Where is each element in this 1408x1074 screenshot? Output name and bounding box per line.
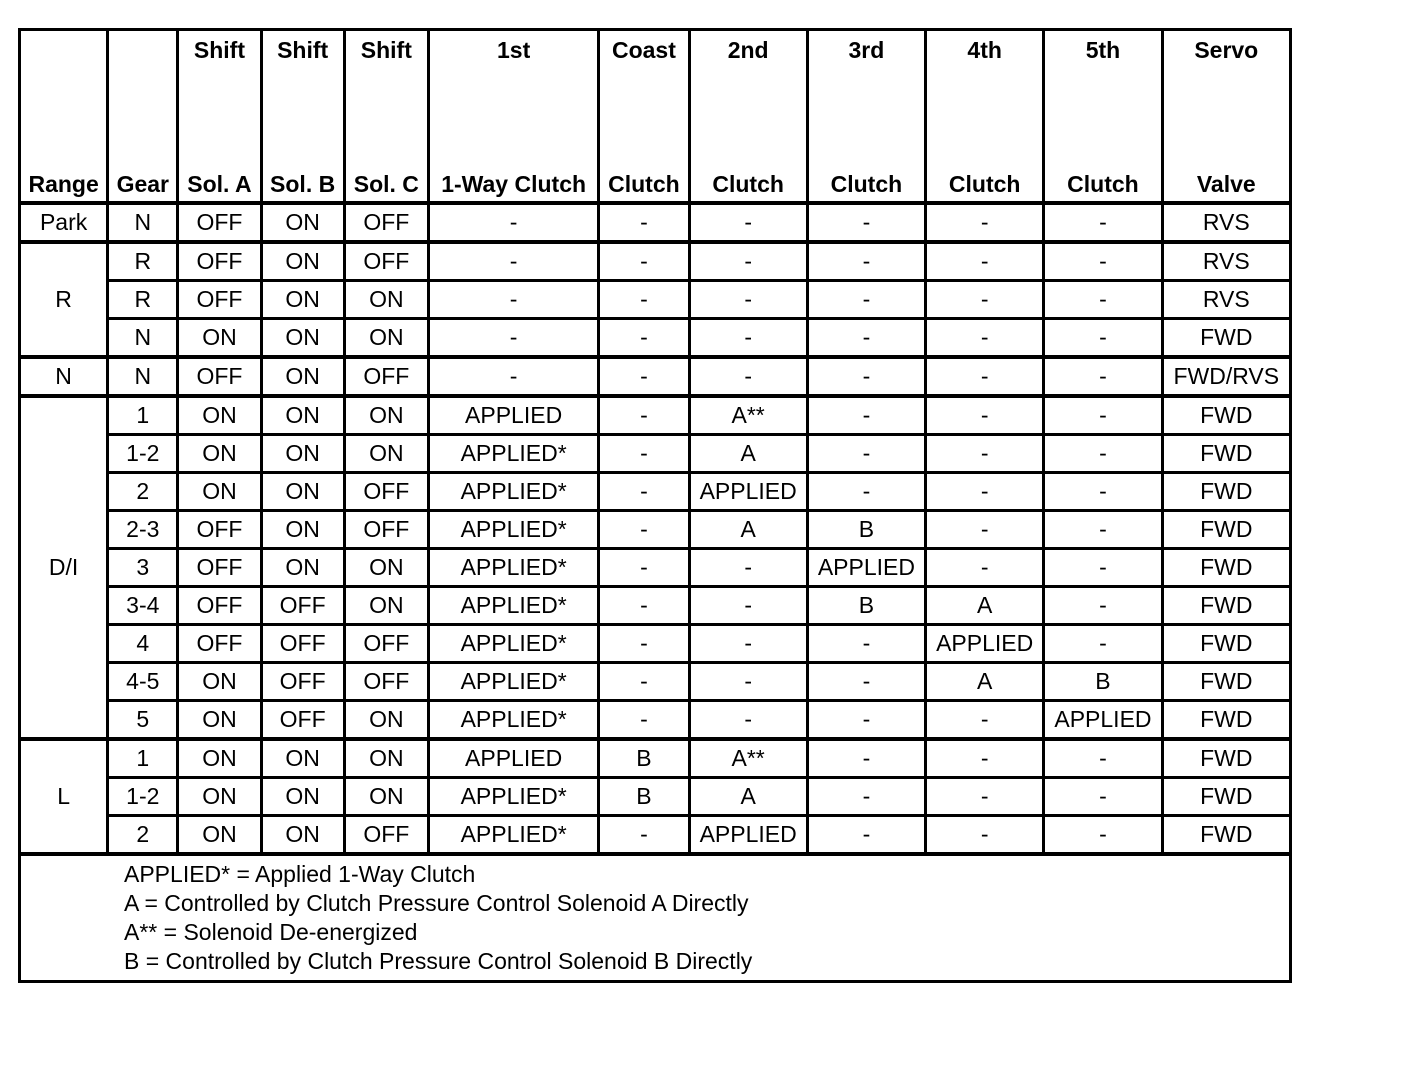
table-cell: - — [689, 587, 807, 625]
table-cell: FWD — [1162, 435, 1290, 473]
table-cell: OFF — [344, 203, 428, 242]
table-cell: - — [807, 203, 925, 242]
table-cell: - — [926, 473, 1044, 511]
table-cell: - — [599, 281, 689, 319]
column-header — [807, 30, 925, 204]
table-cell: FWD — [1162, 778, 1290, 816]
table-row — [20, 587, 1291, 625]
table-cell: ON — [261, 281, 344, 319]
table-cell: ON — [178, 663, 261, 701]
table-cell: - — [689, 281, 807, 319]
table-cell: APPLIED* — [428, 778, 598, 816]
table-cell: - — [807, 281, 925, 319]
table-cell: - — [926, 701, 1044, 740]
table-cell: OFF — [178, 625, 261, 663]
table-row — [20, 319, 1291, 358]
table-cell: ON — [178, 701, 261, 740]
table-cell: OFF — [178, 357, 261, 396]
column-header — [1044, 30, 1162, 204]
table-cell: 2 — [108, 816, 178, 855]
table-cell: FWD — [1162, 625, 1290, 663]
table-cell: FWD — [1162, 319, 1290, 358]
table-cell: 5 — [108, 701, 178, 740]
table-cell: OFF — [344, 473, 428, 511]
table-cell: FWD — [1162, 549, 1290, 587]
table-cell: - — [926, 319, 1044, 358]
table-cell: - — [1044, 587, 1162, 625]
table-cell: B — [599, 778, 689, 816]
table-cell: ON — [261, 549, 344, 587]
column-header-bottom: Valve — [1196, 171, 1256, 197]
table-cell: - — [926, 511, 1044, 549]
table-cell: - — [428, 281, 598, 319]
table-cell: APPLIED* — [428, 549, 598, 587]
table-cell: 1-2 — [108, 435, 178, 473]
table-row — [20, 281, 1291, 319]
table-cell: - — [1044, 511, 1162, 549]
table-cell: - — [1044, 816, 1162, 855]
table-cell: FWD — [1162, 587, 1290, 625]
table-cell: - — [689, 357, 807, 396]
column-header — [599, 30, 689, 204]
table-cell: FWD — [1162, 511, 1290, 549]
table-cell: OFF — [344, 625, 428, 663]
table-cell: APPLIED* — [428, 435, 598, 473]
table-cell: - — [1044, 242, 1162, 281]
table-cell: - — [1044, 739, 1162, 778]
table-cell: APPLIED* — [428, 663, 598, 701]
range-cell: L — [20, 739, 108, 854]
table-cell: - — [926, 357, 1044, 396]
legend-note: A** = Solenoid De-energized — [124, 919, 418, 945]
header-row — [20, 30, 1291, 204]
table-row — [20, 701, 1291, 740]
table-cell: ON — [344, 319, 428, 358]
table-cell: - — [689, 701, 807, 740]
table-body — [20, 203, 1291, 982]
table-cell: - — [926, 396, 1044, 435]
table-cell: - — [1044, 396, 1162, 435]
table-cell: - — [807, 816, 925, 855]
column-header-bottom: Sol. B — [270, 171, 336, 197]
table-cell: OFF — [178, 242, 261, 281]
column-header-bottom: Clutch — [608, 171, 680, 197]
table-cell: APPLIED* — [428, 473, 598, 511]
table-cell: - — [599, 587, 689, 625]
table-row — [20, 816, 1291, 855]
table-cell: APPLIED* — [428, 587, 598, 625]
table-cell: ON — [178, 435, 261, 473]
table-cell: - — [1044, 778, 1162, 816]
table-cell: - — [1044, 473, 1162, 511]
table-cell: 1 — [108, 739, 178, 778]
table-cell: - — [1044, 281, 1162, 319]
table-cell: OFF — [261, 701, 344, 740]
table-cell: - — [599, 396, 689, 435]
column-header-bottom: Clutch — [1067, 171, 1139, 197]
table-cell: - — [807, 739, 925, 778]
column-header-top: 3rd — [848, 37, 885, 63]
table-cell: - — [599, 357, 689, 396]
table-cell: APPLIED — [807, 549, 925, 587]
table-cell: 1-2 — [108, 778, 178, 816]
column-header-top: Shift — [360, 37, 412, 63]
table-cell: - — [807, 242, 925, 281]
table-cell: FWD — [1162, 396, 1290, 435]
table-cell: - — [599, 242, 689, 281]
table-cell: RVS — [1162, 281, 1290, 319]
table-cell: A** — [689, 739, 807, 778]
table-cell: ON — [344, 396, 428, 435]
table-cell: 4 — [108, 625, 178, 663]
table-cell: - — [599, 203, 689, 242]
table-row — [20, 511, 1291, 549]
table-cell: - — [599, 473, 689, 511]
table-cell: 3-4 — [108, 587, 178, 625]
solenoid-table — [18, 28, 1292, 983]
range-cell: N — [20, 357, 108, 396]
table-cell: - — [689, 549, 807, 587]
table-cell: APPLIED — [689, 816, 807, 855]
table-cell: ON — [261, 357, 344, 396]
table-cell: - — [807, 319, 925, 358]
table-cell: OFF — [178, 281, 261, 319]
table-row — [20, 435, 1291, 473]
table-cell: 4-5 — [108, 663, 178, 701]
table-cell: ON — [344, 739, 428, 778]
table-cell: N — [108, 357, 178, 396]
column-header-top: 4th — [967, 37, 1002, 63]
table-cell: ON — [178, 816, 261, 855]
table-row — [20, 396, 1291, 435]
table-cell: A — [926, 663, 1044, 701]
table-cell: ON — [344, 587, 428, 625]
table-cell: ON — [261, 473, 344, 511]
table-cell: ON — [178, 739, 261, 778]
table-row — [20, 473, 1291, 511]
table-cell: - — [807, 473, 925, 511]
table-cell: RVS — [1162, 203, 1290, 242]
table-cell: - — [428, 357, 598, 396]
table-cell: - — [926, 203, 1044, 242]
table-cell: - — [807, 778, 925, 816]
table-row — [20, 549, 1291, 587]
range-cell: Park — [20, 203, 108, 242]
table-cell: ON — [178, 778, 261, 816]
table-cell: - — [599, 663, 689, 701]
table-cell: ON — [261, 242, 344, 281]
legend-note: APPLIED* = Applied 1-Way Clutch — [124, 861, 476, 887]
table-cell: B — [807, 587, 925, 625]
table-cell: B — [599, 739, 689, 778]
column-header — [344, 30, 428, 204]
table-cell: FWD/RVS — [1162, 357, 1290, 396]
table-cell: - — [1044, 625, 1162, 663]
table-cell: OFF — [344, 663, 428, 701]
table-cell: - — [807, 396, 925, 435]
table-cell: - — [1044, 203, 1162, 242]
table-cell: ON — [261, 816, 344, 855]
column-header-bottom: Gear — [116, 171, 169, 197]
table-cell: OFF — [178, 549, 261, 587]
table-cell: - — [599, 511, 689, 549]
table-row — [20, 242, 1291, 281]
table-cell: ON — [178, 473, 261, 511]
column-header-bottom: Clutch — [712, 171, 784, 197]
table-cell: - — [599, 816, 689, 855]
table-cell: - — [428, 203, 598, 242]
column-header — [178, 30, 261, 204]
table-cell: - — [689, 242, 807, 281]
table-cell: APPLIED — [428, 739, 598, 778]
table-cell: - — [599, 625, 689, 663]
table-cell: - — [807, 357, 925, 396]
table-cell: - — [428, 242, 598, 281]
table-cell: - — [926, 435, 1044, 473]
table-cell: - — [689, 203, 807, 242]
table-cell: - — [807, 435, 925, 473]
table-cell: ON — [261, 319, 344, 358]
table-cell: - — [689, 663, 807, 701]
table-cell: APPLIED — [689, 473, 807, 511]
column-header-top: Servo — [1194, 37, 1259, 63]
column-header — [20, 30, 108, 204]
table-cell: - — [428, 319, 598, 358]
column-header — [1162, 30, 1290, 204]
column-header-bottom: Sol. A — [187, 171, 252, 197]
column-header-bottom: Clutch — [830, 171, 903, 197]
table-cell: ON — [261, 511, 344, 549]
column-header-bottom: 1-Way Clutch — [441, 171, 587, 197]
range-cell: D/I — [20, 396, 108, 739]
table-cell: - — [599, 435, 689, 473]
table-cell: - — [926, 739, 1044, 778]
table-cell: A — [926, 587, 1044, 625]
table-cell: B — [807, 511, 925, 549]
table-cell: OFF — [261, 625, 344, 663]
table-cell: ON — [261, 203, 344, 242]
table-cell: ON — [178, 396, 261, 435]
column-header-top: 5th — [1085, 37, 1121, 63]
table-cell: OFF — [178, 511, 261, 549]
table-cell: APPLIED* — [428, 816, 598, 855]
legend-note: A = Controlled by Clutch Pressure Control Solenoid A Directly — [124, 890, 749, 916]
range-cell: R — [20, 242, 108, 357]
table-cell: OFF — [261, 587, 344, 625]
table-cell: FWD — [1162, 473, 1290, 511]
table-cell: 2 — [108, 473, 178, 511]
table-cell: FWD — [1162, 816, 1290, 855]
notes-row — [20, 854, 1291, 982]
table-cell: APPLIED — [428, 396, 598, 435]
table-cell: 3 — [108, 549, 178, 587]
table-cell: OFF — [261, 663, 344, 701]
column-header-top: Shift — [277, 37, 329, 63]
column-header — [926, 30, 1044, 204]
table-cell: - — [1044, 435, 1162, 473]
table-row — [20, 357, 1291, 396]
column-header-bottom: Sol. C — [353, 171, 419, 197]
table-cell: ON — [344, 549, 428, 587]
table-cell: - — [599, 549, 689, 587]
table-cell: APPLIED* — [428, 511, 598, 549]
notes-cell — [20, 854, 1291, 982]
table-cell: - — [807, 663, 925, 701]
column-header-top: Shift — [193, 37, 245, 63]
table-cell: - — [689, 319, 807, 358]
table-cell: ON — [344, 701, 428, 740]
table-cell: APPLIED* — [428, 625, 598, 663]
table-row — [20, 778, 1291, 816]
table-row — [20, 203, 1291, 242]
table-cell: FWD — [1162, 663, 1290, 701]
table-cell: ON — [178, 319, 261, 358]
table-cell: ON — [344, 281, 428, 319]
column-header-top: 2nd — [727, 37, 769, 63]
table-cell: OFF — [178, 587, 261, 625]
table-cell: N — [108, 203, 178, 242]
table-cell: R — [108, 242, 178, 281]
table-cell: - — [1044, 549, 1162, 587]
table-cell: N — [108, 319, 178, 358]
table-cell: - — [926, 549, 1044, 587]
column-header — [689, 30, 807, 204]
column-header — [428, 30, 598, 204]
table-cell: A — [689, 435, 807, 473]
table-cell: - — [807, 625, 925, 663]
table-cell: - — [926, 242, 1044, 281]
table-cell: ON — [344, 435, 428, 473]
column-header — [261, 30, 344, 204]
column-header — [108, 30, 178, 204]
table-cell: A — [689, 511, 807, 549]
table-cell: ON — [261, 739, 344, 778]
solenoid-application-chart — [18, 28, 1292, 983]
table-cell: - — [926, 816, 1044, 855]
table-cell: OFF — [344, 816, 428, 855]
table-cell: OFF — [344, 511, 428, 549]
column-header-bottom: Clutch — [948, 171, 1021, 197]
table-cell: ON — [261, 778, 344, 816]
table-cell: FWD — [1162, 739, 1290, 778]
table-cell: ON — [344, 778, 428, 816]
table-cell: - — [689, 625, 807, 663]
table-cell: - — [599, 701, 689, 740]
legend-note: B = Controlled by Clutch Pressure Control Solenoid B Directly — [124, 948, 753, 974]
table-cell: RVS — [1162, 242, 1290, 281]
table-cell: - — [926, 281, 1044, 319]
column-header-top: Coast — [611, 37, 676, 63]
table-cell: ON — [261, 396, 344, 435]
table-cell: 1 — [108, 396, 178, 435]
column-header-bottom: Range — [28, 171, 99, 197]
table-cell: R — [108, 281, 178, 319]
table-cell: - — [926, 778, 1044, 816]
table-cell: FWD — [1162, 701, 1290, 740]
table-row — [20, 739, 1291, 778]
table-cell: APPLIED — [1044, 701, 1162, 740]
table-cell: ON — [261, 435, 344, 473]
table-cell: 2-3 — [108, 511, 178, 549]
column-header-top: 1st — [496, 37, 531, 63]
table-cell: B — [1044, 663, 1162, 701]
table-cell: - — [1044, 357, 1162, 396]
table-cell: - — [807, 701, 925, 740]
table-cell: OFF — [344, 357, 428, 396]
table-cell: APPLIED — [926, 625, 1044, 663]
table-cell: OFF — [178, 203, 261, 242]
table-row — [20, 625, 1291, 663]
table-cell: - — [599, 319, 689, 358]
table-row — [20, 663, 1291, 701]
table-cell: - — [1044, 319, 1162, 358]
table-cell: APPLIED* — [428, 701, 598, 740]
table-cell: OFF — [344, 242, 428, 281]
table-cell: A** — [689, 396, 807, 435]
table-cell: A — [689, 778, 807, 816]
